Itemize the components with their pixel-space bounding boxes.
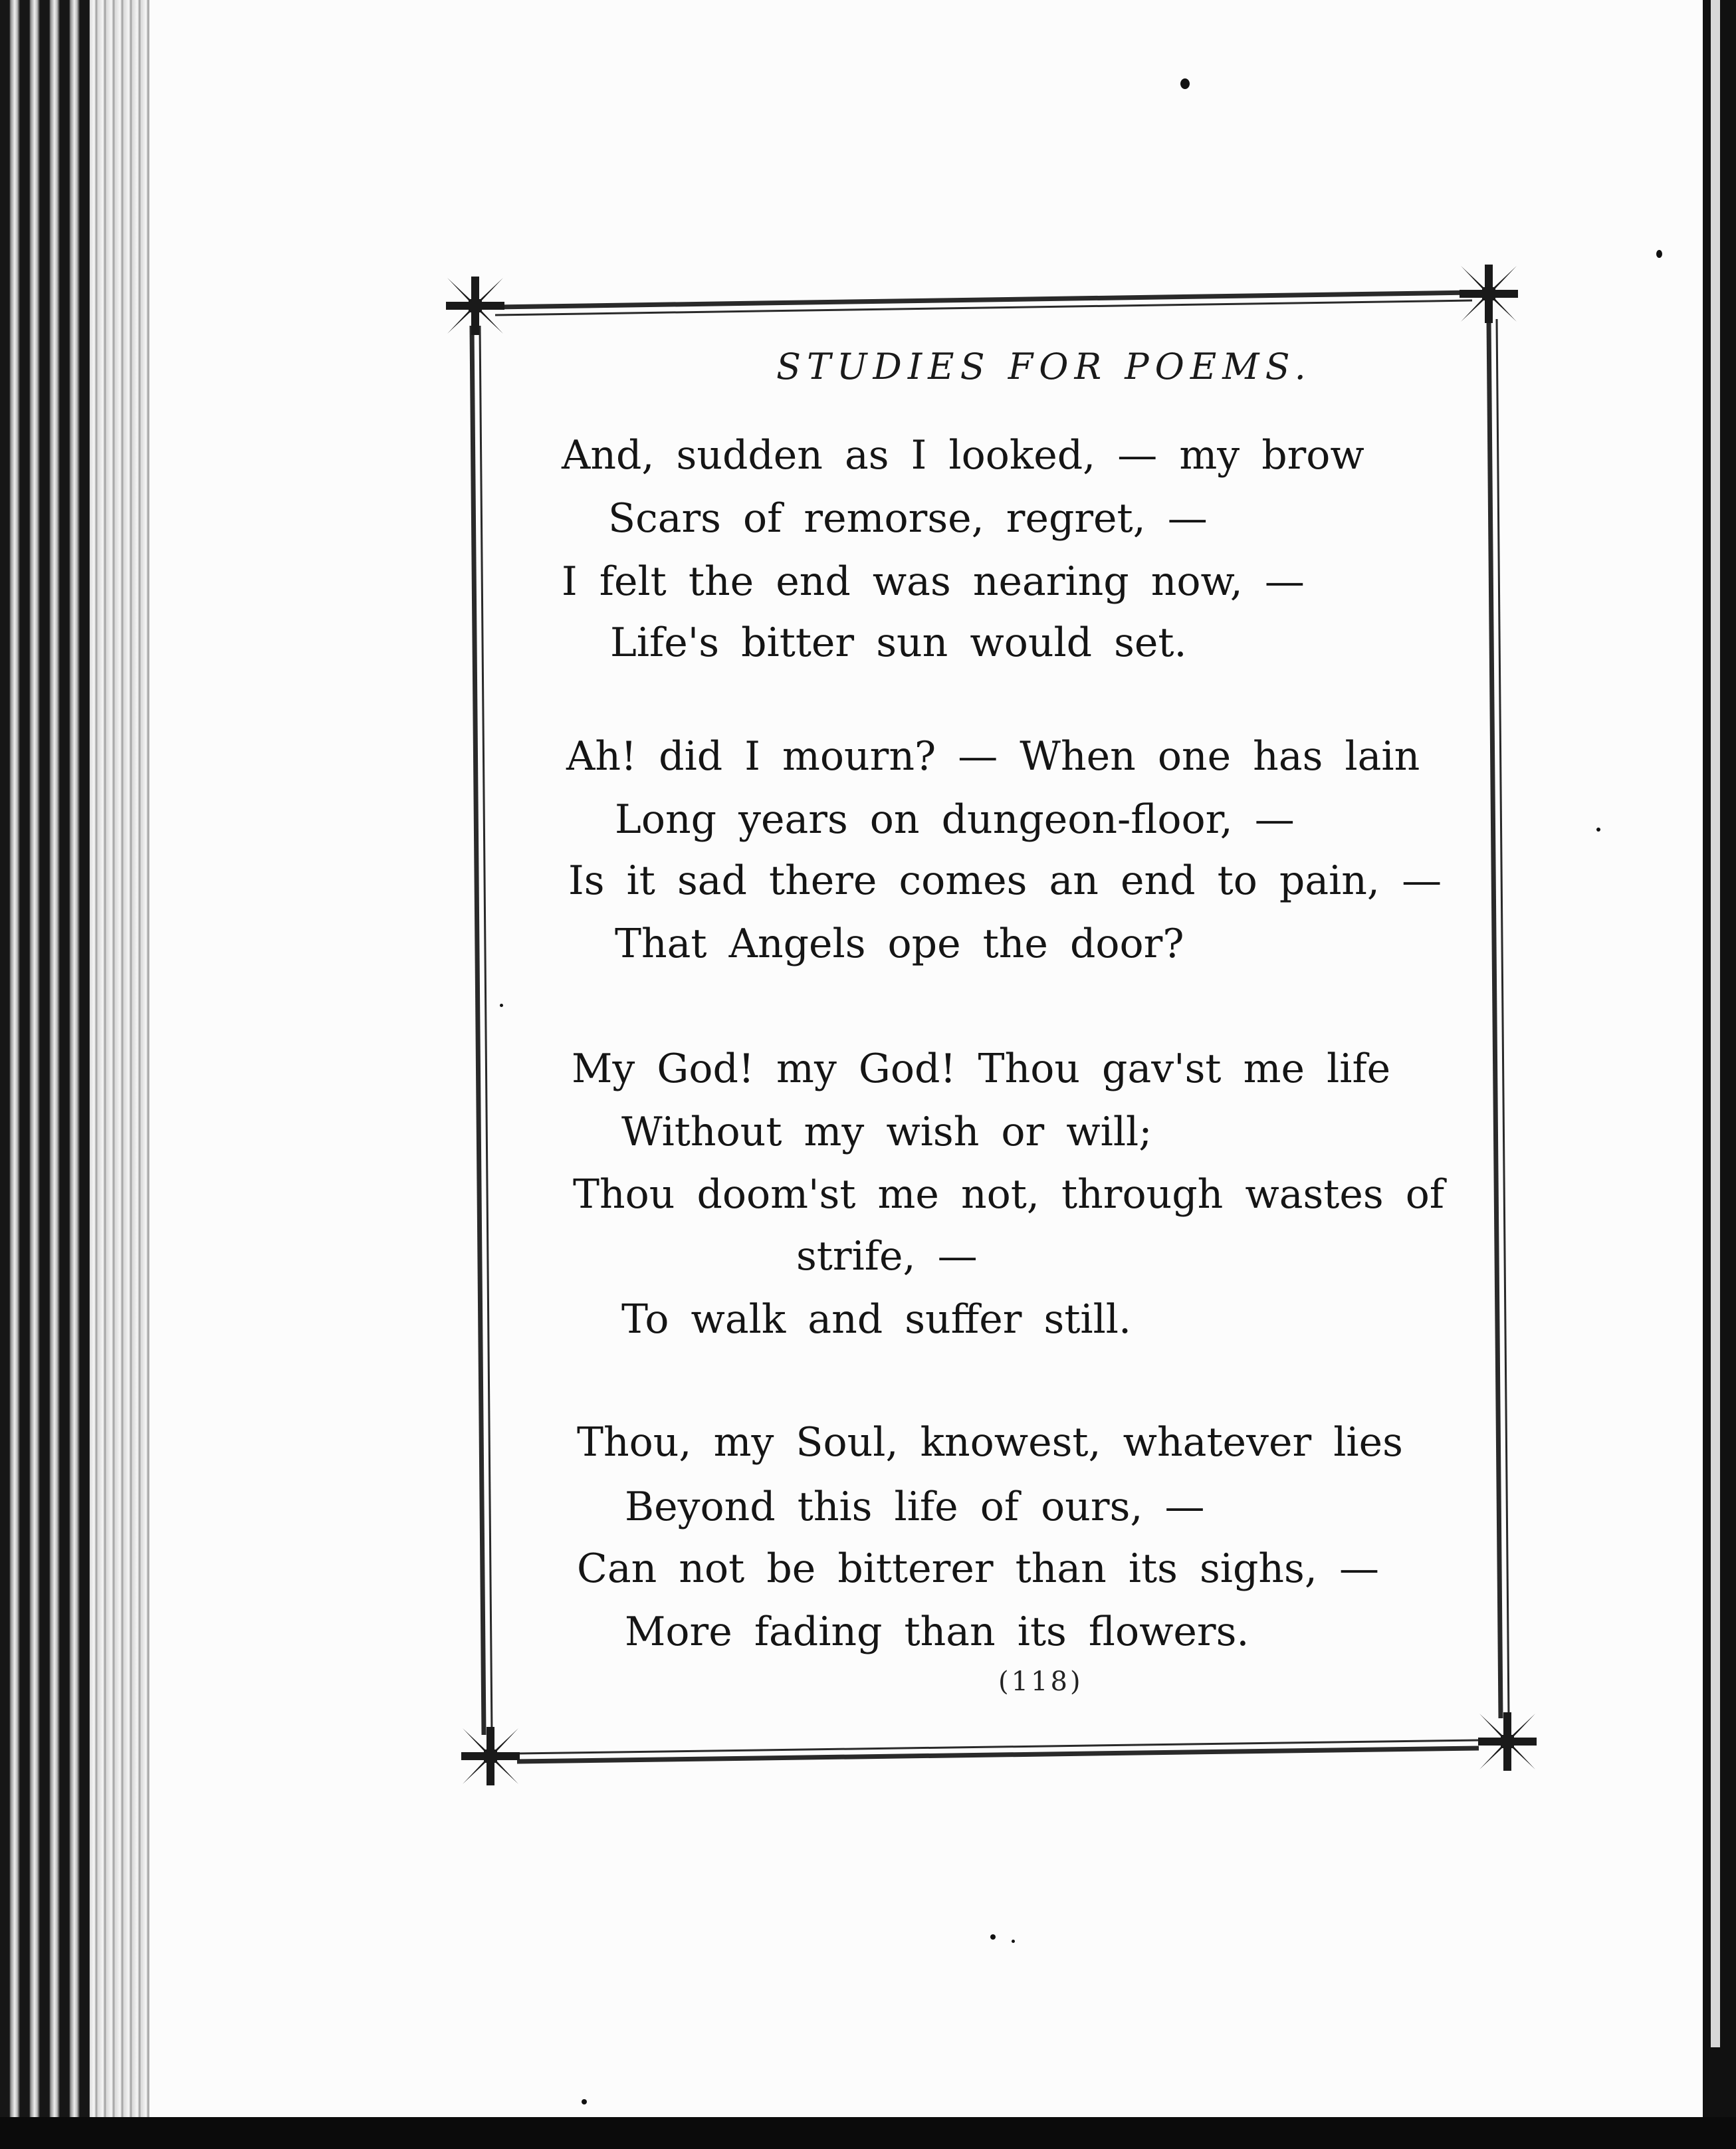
ink-speck	[1656, 250, 1662, 258]
poem-line: More fading than its flowers.	[625, 1609, 1249, 1655]
running-heading: STUDIES FOR POEMS.	[776, 346, 1312, 388]
maltese-cross-bottom-left-icon	[461, 1727, 520, 1785]
poem-line: I felt the end was nearing now, —	[562, 558, 1305, 605]
poem-line: To walk and suffer still.	[621, 1296, 1132, 1343]
poem-line: Can not be bitterer than its sighs, —	[577, 1545, 1379, 1592]
maltese-cross-bottom-right-icon	[1478, 1712, 1537, 1771]
poem-line: My God! my God! Thou gav'st me life	[572, 1046, 1391, 1092]
ink-speck	[1596, 828, 1600, 832]
page-number: (118)	[998, 1666, 1083, 1697]
poem-line: Scars of remorse, regret, —	[608, 495, 1208, 542]
poem-line: strife, —	[796, 1233, 978, 1280]
ink-speck	[500, 1004, 503, 1007]
poem-line: Long years on dungeon-floor, —	[615, 796, 1295, 843]
poem-line: And, sudden as I looked, — my brow	[562, 432, 1364, 479]
ink-speck	[1180, 78, 1190, 89]
ink-speck	[582, 2099, 587, 2104]
poem-line: Thou, my Soul, knowest, whatever lies	[577, 1419, 1403, 1466]
poem-line: That Angels ope the door?	[615, 921, 1184, 967]
poem-line: Is it sad there comes an end to pain, —	[568, 857, 1442, 904]
ink-speck	[990, 1934, 996, 1940]
ink-speck	[1012, 1940, 1015, 1943]
poem-line: Ah! did I mourn? — When one has lain	[566, 733, 1420, 780]
poem-line: Without my wish or will;	[621, 1109, 1152, 1155]
poem-line: Beyond this life of ours, —	[625, 1484, 1205, 1530]
poem-line: Thou doom'st me not, through wastes of	[573, 1171, 1445, 1218]
maltese-cross-top-right-icon	[1460, 265, 1518, 323]
poem-line: Life's bitter sun would set.	[610, 620, 1187, 666]
maltese-cross-top-left-icon	[446, 277, 504, 335]
